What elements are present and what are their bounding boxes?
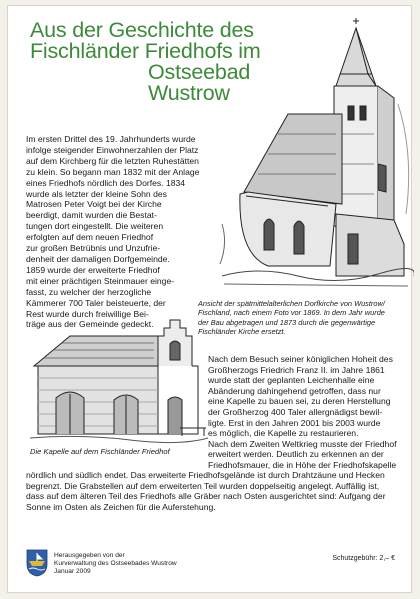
title-line-3: Ostseebad: [148, 60, 251, 84]
text-line: Kämmerer 700 Taler beisteuerte, der: [26, 297, 166, 308]
church-caption: [198, 299, 416, 337]
text-line: Nach dem Besuch seiner königlichen Hoheit des: [208, 354, 393, 364]
text-line: 1859 wurde der erweiterte Friedhof: [26, 264, 160, 275]
text-line: infolge steigender Einwohnerzahlen der Platz: [26, 144, 199, 155]
text-line: Friedhofsmauer, die in Höhe der Friedhofskapelle: [208, 459, 397, 470]
text-line: wurde als letzter der kleine Sohn des: [26, 188, 167, 199]
text-line: eines Friedhofs nördlich des Dorfes. 1834: [26, 177, 186, 188]
text-line: nördlich und südlich endet. Das erweiterte Friedhofsgelände ist durch Drahtzäune und Hecken: [26, 470, 385, 480]
text-line: Nach dem Zweiten Weltkrieg musste der Friedhof: [208, 438, 397, 449]
caption-line: Fischland, nach einem Foto vor 1869. In dem Jahr wurde: [198, 308, 385, 318]
text-line: wurde statt der geplanten Leichenhalle eine: [208, 375, 375, 386]
publisher-line: Kurverwaltung des Ostseebades Wustrow: [54, 560, 177, 567]
paragraph-expansion: [26, 470, 416, 512]
text-line: erfolgten auf dem neuen Friedhof: [26, 232, 154, 243]
title-line-1: Aus der Geschichte des: [30, 18, 254, 42]
text-line: Großherzogs Friedrich Franz II. im Jahre 1861: [208, 364, 385, 375]
caption-line: Fischländer Kirche ersetzt.: [198, 327, 286, 337]
title-line-4: Wustrow: [148, 81, 230, 105]
text-line: Im ersten Drittel des 19. Jahrhunderts wurde: [26, 134, 196, 144]
publisher-line: Herausgegeben von der: [54, 552, 125, 559]
text-line: eine Kapelle zu bauen sei, zu deren Herstellung: [208, 396, 391, 407]
wustrow-coat-of-arms-icon: [26, 549, 48, 577]
text-line: es möglich, die Kapelle zu restaurieren.: [208, 428, 359, 439]
text-line: mit einer prächtigen Steinmauer einge-: [26, 275, 175, 286]
caption-line: der Bau abgetragen und 1873 durch die gegenwärtige: [198, 317, 376, 327]
text-line: begrenzt. Die Grabstellen auf dem erweiterten Teil wurden doppelseitig angelegt. Auffällig ist,: [26, 480, 380, 491]
text-line: träge aus der Gemeinde gedeckt.: [26, 319, 154, 330]
text-line: der Großherzog 400 Taler allergnädigst bewil-: [208, 406, 383, 417]
chapel-caption: Die Kapelle auf dem Fischländer Friedhof: [30, 447, 170, 456]
chapel-drawing: [30, 316, 210, 446]
publisher-date: Januar 2009: [54, 568, 91, 575]
document-page: [8, 6, 411, 592]
text-line: Rest wurde durch freiwillige Bei-: [26, 308, 149, 319]
paragraph-history: [26, 134, 226, 330]
title-line-2: Fischländer Friedhofs im: [30, 39, 261, 63]
text-line: denheit der damaligen Dorfgemeinde.: [26, 253, 170, 264]
text-line: Sonne im Osten als Zeichen für die Auferstehung.: [26, 501, 216, 512]
church-drawing: [218, 14, 414, 294]
text-line: beerdigt, damit wurden die Bestat-: [26, 210, 157, 221]
text-line: zu klein. So begann man 1832 mit der Anlage: [26, 166, 200, 177]
text-line: ligte. Erst in den Jahren 2001 bis 2003 wurde: [208, 417, 381, 428]
text-line: zur großen Betrübnis und Unzufrie-: [26, 243, 161, 254]
text-line: fasst, zu welcher der herzogliche: [26, 286, 152, 297]
caption-line: Ansicht der spätmittelalterlichen Dorfkirche von Wustrow/: [198, 299, 385, 308]
text-line: Abänderung dahingehend getroffen, dass nur: [208, 385, 381, 396]
protection-fee: Schutzgebühr: 2,– €: [332, 555, 395, 562]
text-line: dass auf dem älteren Teil des Friedhofs alle Gräber nach Osten ausgerichtet sind: Aufgang der: [26, 491, 386, 502]
text-line: tungen dort eingestellt. Die weiteren: [26, 221, 164, 232]
text-line: Matrosen Peter Voigt bei der Kirche: [26, 199, 162, 210]
publisher-info: [54, 552, 177, 576]
text-line: auf dem Kirchberg für die letzten Ruhestätten: [26, 155, 199, 166]
paragraph-chapel: [208, 354, 418, 471]
text-line: erweitert werden. Deutlich zu erkennen an der: [208, 449, 384, 460]
